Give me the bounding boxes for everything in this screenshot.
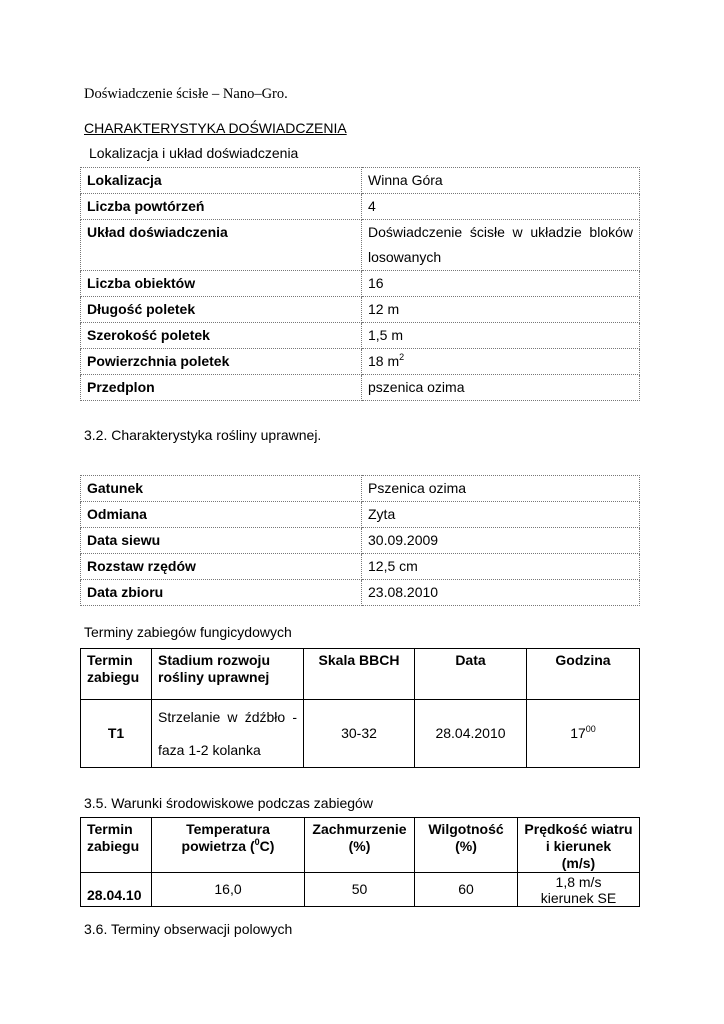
table-row <box>81 271 640 297</box>
table-row <box>81 476 640 502</box>
row-label: Układ doświadczenia <box>81 220 362 271</box>
row-label: Powierzchnia poletek <box>81 349 362 375</box>
header-temperature <box>152 818 305 873</box>
header-term-line-1: Termin <box>87 652 133 668</box>
row-value: 23.08.2010 <box>362 580 640 606</box>
row-label: Odmiana <box>81 502 362 528</box>
header-hour: Godzina <box>527 649 640 700</box>
header-wind-line-1: Prędkość wiatru <box>524 821 633 837</box>
area-unit-exponent: 2 <box>399 352 405 362</box>
header-stage <box>152 649 304 700</box>
table-row <box>81 323 640 349</box>
table-row <box>81 349 640 375</box>
fungicide-table <box>80 648 640 768</box>
header-date: Data <box>415 649 527 700</box>
table-row <box>81 375 640 401</box>
header-term-line-1: Termin <box>87 821 133 837</box>
conditions-table <box>80 817 640 907</box>
humidity-cell: 60 <box>415 873 518 907</box>
header-temperature-line-1: Temperatura <box>186 821 270 837</box>
header-stage-line-2: rośliny uprawnej <box>158 669 270 685</box>
stage-line-1: Strzelanie w źdźbło - <box>158 708 297 725</box>
row-value: 1,5 m <box>362 323 640 349</box>
table-row <box>81 220 640 271</box>
stage-cell <box>152 700 304 768</box>
row-value: Zyta <box>362 502 640 528</box>
header-cloudiness <box>305 818 415 873</box>
table-row <box>81 528 640 554</box>
row-value: 16 <box>362 271 640 297</box>
cloudiness-cell: 50 <box>305 873 415 907</box>
header-term-line-2: zabiegu <box>87 669 140 685</box>
temperature-cell: 16,0 <box>152 873 305 907</box>
header-wind-line-3: (m/s) <box>561 855 596 871</box>
table-row <box>81 700 640 768</box>
row-value-line-1: Doświadczenie ścisłe w układzie bloków <box>368 224 633 240</box>
header-humidity-line-1: Wilgotność <box>428 821 504 837</box>
table-row <box>81 873 640 907</box>
header-term <box>81 649 152 700</box>
header-term <box>81 818 152 873</box>
header-temperature-line-2: powietrza ($^0$C) <box>181 837 275 854</box>
row-label: Przedplon <box>81 375 362 401</box>
row-label: Data siewu <box>81 528 362 554</box>
term-cell: T1 <box>81 700 152 768</box>
row-label: Szerokość poletek <box>81 323 362 349</box>
row-value <box>362 349 640 375</box>
header-term-line-2: zabiegu <box>87 838 140 854</box>
row-value: pszenica ozima <box>362 375 640 401</box>
hour-value: 17 <box>570 725 586 741</box>
row-label: Liczba powtórzeń <box>81 194 362 220</box>
row-value: Pszenica ozima <box>362 476 640 502</box>
row-label: Liczba obiektów <box>81 271 362 297</box>
header-wind <box>518 818 640 873</box>
conditions-section-title: 3.5. Warunki środowiskowe podczas zabiegów <box>84 795 373 811</box>
table-row <box>81 194 640 220</box>
header-stage-line-1: Stadium rozwoju <box>158 652 270 668</box>
date-cell: 28.04.2010 <box>415 700 527 768</box>
table-header-row <box>81 649 640 700</box>
row-value: 4 <box>362 194 640 220</box>
wind-cell <box>518 873 640 907</box>
row-label: Lokalizacja <box>81 168 362 194</box>
row-value: 12 m <box>362 297 640 323</box>
observation-section-title: 3.6. Terminy obserwacji polowych <box>84 921 293 937</box>
stage-line-2: faza 1-2 kolanka <box>158 741 261 758</box>
hour-minutes: 00 <box>585 724 596 734</box>
header-bbch: Skala BBCH <box>304 649 415 700</box>
wind-speed: 1,8 m/s <box>555 873 602 890</box>
header-cloudiness-line-2: (%) <box>348 838 371 854</box>
location-table <box>80 167 640 401</box>
area-value: 18 m <box>368 353 400 369</box>
table-row <box>81 297 640 323</box>
plant-section-title: 3.2. Charakterystyka rośliny uprawnej. <box>84 427 322 443</box>
row-value: Winna Góra <box>362 168 640 194</box>
row-value <box>362 220 640 271</box>
table-row <box>81 168 640 194</box>
header-wind-line-2: i kierunek <box>545 838 612 854</box>
header-humidity-line-2: (%) <box>455 838 477 854</box>
header-cloudiness-line-1: Zachmurzenie <box>312 821 407 837</box>
row-label: Data zbioru <box>81 580 362 606</box>
header-humidity <box>415 818 518 873</box>
row-value: 30.09.2009 <box>362 528 640 554</box>
table-row <box>81 554 640 580</box>
row-value: 12,5 cm <box>362 554 640 580</box>
document-title: Doświadczenie ścisłe – Nano–Gro. <box>84 86 288 102</box>
table-row <box>81 502 640 528</box>
bbch-cell: 30-32 <box>304 700 415 768</box>
row-label: Długość poletek <box>81 297 362 323</box>
wind-direction: kierunek SE <box>540 889 617 906</box>
term-cell: 28.04.10 <box>81 873 152 907</box>
plant-table <box>80 475 640 606</box>
fungicide-section-title: Terminy zabiegów fungicydowych <box>84 624 292 640</box>
section-heading: CHARAKTERYSTYKA DOŚWIADCZENIA <box>84 120 347 136</box>
row-value-line-2: losowanych <box>368 249 442 265</box>
row-label: Gatunek <box>81 476 362 502</box>
subsection-heading: Lokalizacja i układ doświadczenia <box>89 145 299 161</box>
hour-cell <box>527 700 640 768</box>
table-row <box>81 580 640 606</box>
table-header-row <box>81 818 640 873</box>
row-label: Rozstaw rzędów <box>81 554 362 580</box>
